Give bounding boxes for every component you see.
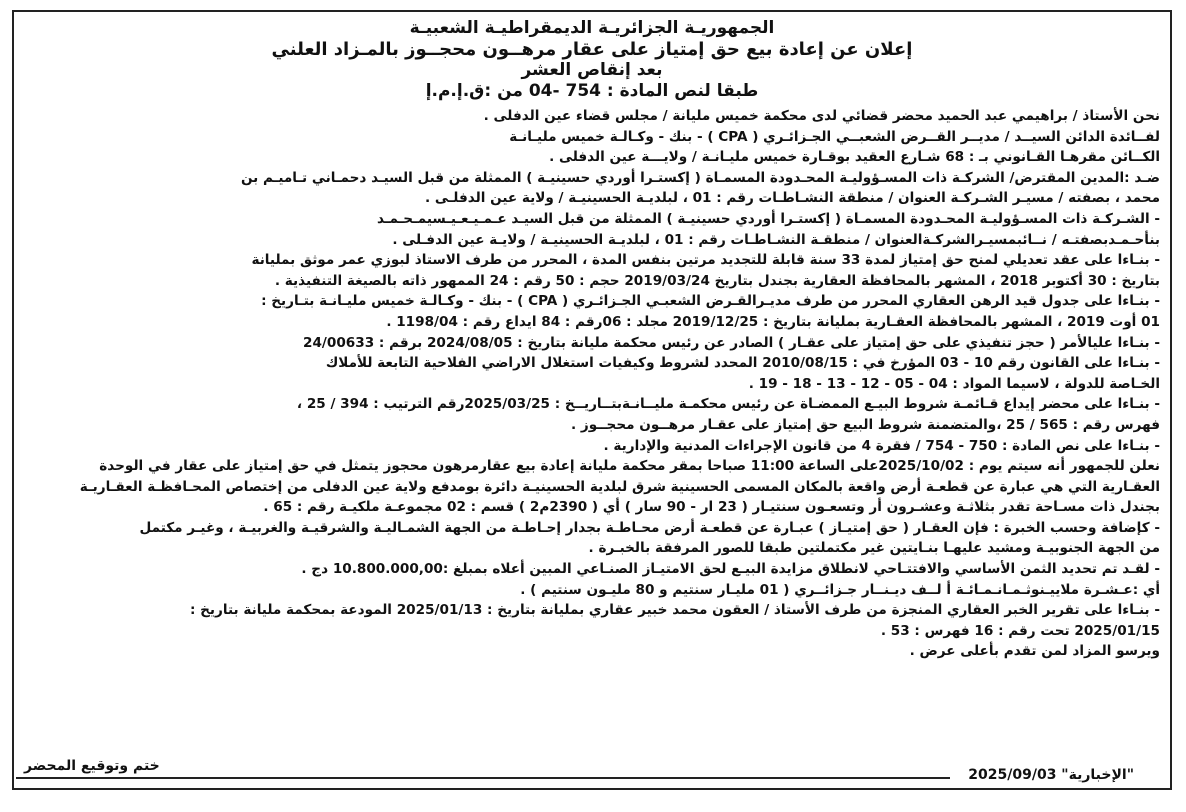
- body-line: ضـد :المدين المقترض/ الشركـة ذات المسـؤوليـة المحـدودة المسمـاة ( إكستـرا أوردي حسينيـة ) الممثلة من قبل السيـد دحمـاني تـاميـم بن: [240, 169, 1160, 186]
- body-line: نعلن للجمهور أنه سيتم يوم : 2025/10/02على الساعة 11:00 صباحا بمقر محكمة مليانة إعادة بيع عقارمرهون محجوز يتمثل في حق إمتياز على عقار في الوحدة: [99, 458, 1160, 475]
- body-line: العقـارية التي هي عبارة عن قطعـة أرض واقعة بالمكان المسمى الحسينية شرق لبلدية الحسينيـة دائرة بومدفع ولاية عين الدفلى من إختصاص المحـافظـة العقـاريـة: [79, 478, 1160, 495]
- body-line: أي :عـشـرة ملاييـنوثـمـانـمـائـة أ لــف ديـنــار جـزائــري ( 01 مليـار سنتيم و 80 مليـون سنتيم ) .: [520, 581, 1160, 598]
- body-line: من الجهة الجنوبيـة ومشيد عليهـا بنـايتين غير مكتملتين طبقا للصور المرفقة بالخبـرة .: [588, 540, 1160, 557]
- body-line: - كإضافة وحسب الخبرة : فإن العقـار ( حق إمتيـاز ) عبـارة عن قطعـة أرض محـاطـة بجدار إحـاطـة من الجهة الشمـاليـة والشرقيـة والغربيـة ، وغيـر مكتمل: [139, 519, 1160, 536]
- body-line: 2025/01/15 تحت رقم : 16 فهرس : 53 .: [880, 622, 1160, 639]
- announcement-body: [14, 102, 1170, 662]
- announcement-header: [14, 12, 1170, 102]
- body-line: - بنـاءا على تقرير الخبر العقاري المنجزة من طرف الأستاذ / العقون محمد خبير عقاري بمليانة بتاريخ : 2025/01/13 المودعة بمحكمة مليانة بتاريخ :: [189, 602, 1160, 619]
- body-line: - بنـاءا على القانون رقم 10 - 03 المؤرخ في : 2010/08/15 المحدد لشروط وكيفيات استغلال الاراضي الفلاحية التابعة للأملاك: [325, 355, 1160, 372]
- body-line: الكــائن مقرهـا القـانوني بـ : 68 شـارع العقيد بوقـارة خميس مليـانـة / ولايـــة عين الدفلى .: [549, 149, 1160, 166]
- announcement-frame: [12, 10, 1172, 790]
- announcement-subtitle: بعد إنقاص العشر: [521, 60, 663, 80]
- body-line: فهرس رقم : 565 / 25 ،والمتضمنة شروط البيع حق إمتياز على عقـار مرهــون محجــوز .: [570, 416, 1160, 433]
- body-line: - بنـاءا على نص المادة : 750 - 754 / فقرة 4 من قانون الإجراءات المدنية والإدارية .: [603, 437, 1160, 454]
- body-line: - بنـاءا عليالأمر ( حجز تنفيذي على حق إمتياز على عقـار ) الصادر عن رئيس محكمة مليانة بتاريخ : 2024/08/05 برقم : 24/00633: [302, 334, 1160, 351]
- announcement-title: إعلان عن إعادة بيع حق إمتياز على عقار مرهــون محجــوز بالمـزاد العلني: [271, 39, 913, 60]
- body-line: - لقـد تم تحديد الثمن الأساسي والافتتـاحي لانطلاق مزايدة البيـع لحق الامتيـاز الصنـاعي المبين أعلاه بمبلغ :10.800.000,00 دج .: [301, 561, 1160, 578]
- footer: [14, 766, 1170, 788]
- body-line: - الشـركـة ذات المسـؤوليـة المحـدودة المسمـاة ( إكستـرا أوردي حسينيـة ) الممثلة من قبل السيـد عـمـيـعـيـسيمـحـمـد: [377, 210, 1160, 227]
- body-line: - بنـاءا على عقد تعديلي لمنح حق إمتياز لمدة 33 سنة قابلة للتجديد مرتين بنفس المدة ، المحرر من طرف الاستاذ لبوزي عمر موثق بمليانة: [251, 252, 1160, 269]
- republic-heading: الجمهوريـة الجزائريـة الديمقراطيـة الشعبيـة: [409, 18, 775, 38]
- signature-label: ختم وتوقيع المحضر: [24, 758, 160, 774]
- body-line: بجندل ذات مسـاحة تقدر بثلاثـة وعشـرون أر وتسعـون سنتيـار ( 23 ار - 90 سار ) أي ( 2390م2 ) قسم : 02 مجموعـة ملكيـة رقم : 65 .: [263, 499, 1160, 516]
- body-line: 01 أوت 2019 ، المشهر بالمحافظة العقـارية بمليانة بتاريخ : 2019/12/25 مجلد : 06رقم : 84 ايداع رقم : 1198/04 .: [386, 313, 1160, 330]
- body-line: ويرسو المزاد لمن تقدم بأعلى عرض .: [909, 643, 1160, 660]
- body-line: بتاريخ : 30 أكتوبر 2018 ، المشهر بالمحافظة العقارية بجندل بتاريخ 2019/03/24 حجم : 50 رقم : 24 الممهور ذاته بالصيغة التنفيذية .: [274, 272, 1160, 289]
- article-reference: طبقا لنص المادة : 754 -04 من :ق.إ.م.إ: [425, 81, 759, 101]
- body-line: محمد ، بصفته / مسيـر الشـركـة العنوان / منطقة النشـاطـات رقم : 01 ، لبلديـة الحسينيـة / ولاية عين الدفلـى .: [425, 190, 1160, 207]
- body-line: - بنـاءا على محضر إيداع قـائمـة شروط البيـع الممضـاة عن رئيس محكمـة مليــانـةبتــاريــخ : 2025/03/25رقم الترتيب : 394 / 25 ،: [296, 396, 1160, 413]
- body-line: - بنـاءا على جدول قيد الرهن العقاري المحرر من طرف مديـرالقـرض الشعبـي الجـزائـري ( CPA ) - بنك - وكـالـة خميس مليـانـة بتـاريخ :: [261, 293, 1160, 310]
- body-line: الخـاصة للدولة ، لاسيما المواد : 04 - 05 - 12 - 13 - 18 - 19 .: [748, 375, 1160, 392]
- footer-source-date: "الإخبارية" 2025/09/03: [962, 767, 1140, 783]
- footer-rule: [16, 777, 950, 779]
- body-line: بنأحـمـدبصفتـه / نــائبمسيـرالشركـةالعنوان / منطقـة النشـاطـات رقم : 01 ، لبلديـة الحسينيـة / ولايـة عين الدفـلى .: [392, 231, 1160, 248]
- body-line: لفــائدة الدائن السيــد / مديــر القــرض الشعبــي الجـزائـري ( CPA ) - بنك - وكـالـة خميس مليـانـة: [509, 128, 1160, 145]
- body-line: نحن الأستاذ / براهيمي عبد الحميد محضر قضائي لدى محكمة خميس مليانة / مجلس قضاء عين الدفلى .: [483, 108, 1160, 124]
